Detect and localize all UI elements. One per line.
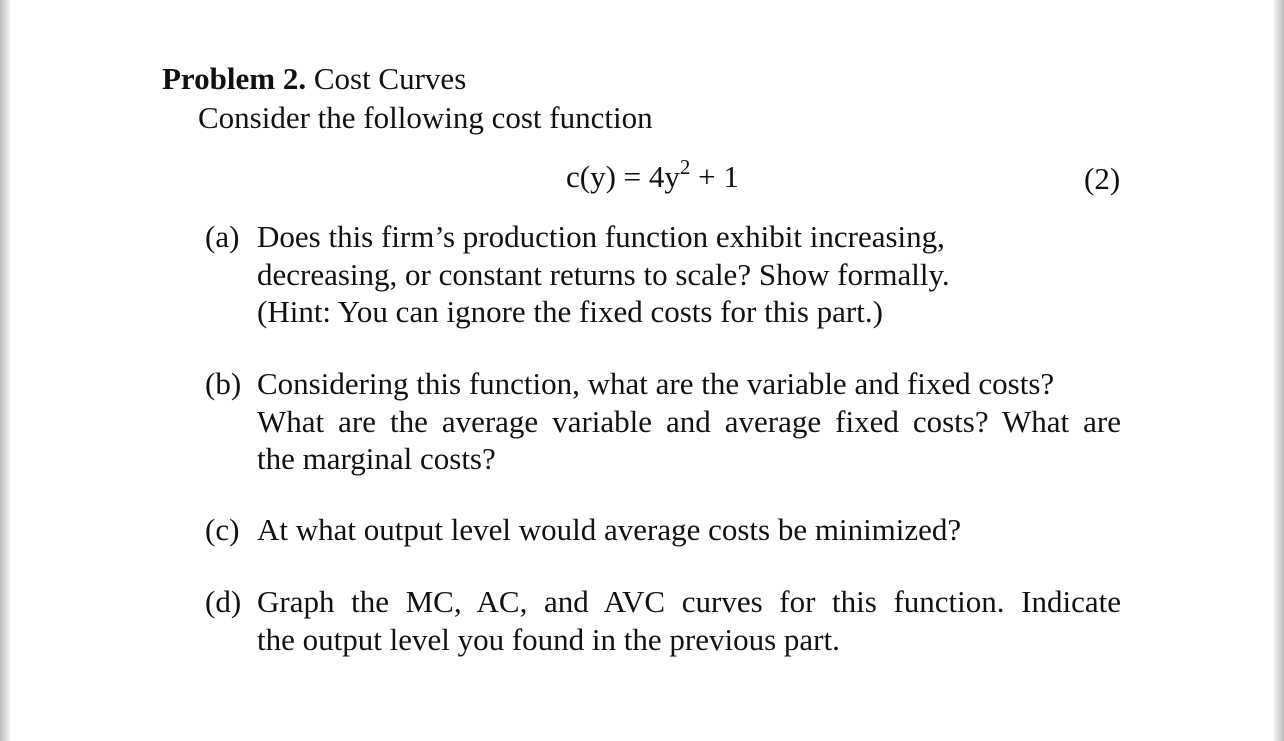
part-a-line-1: Does this firm’s production function exhibit increasing, — [257, 219, 945, 254]
cost-function-equation — [566, 155, 739, 196]
part-d-line-1: Graph the MC, AC, and AVC curves for this function. Indicate — [257, 584, 1121, 619]
problem-number: Problem 2. — [162, 61, 307, 96]
equation-number: (2) — [1084, 161, 1121, 196]
part-a-line-2: decreasing, or constant returns to scale? Show formally. — [257, 256, 950, 292]
part-a-label: (a) — [205, 219, 240, 254]
problem-heading — [162, 60, 466, 98]
equation-rhs: + 1 — [690, 159, 739, 194]
part-d-line-2: the output level you found in the previous part. — [257, 621, 840, 657]
part-c-line-1: At what output level would average costs be minimized? — [257, 512, 962, 547]
equation-exponent: 2 — [679, 155, 691, 179]
right-window-edge — [1274, 0, 1284, 741]
part-a-line-3: (Hint: You can ignore the fixed costs for this part.) — [257, 294, 883, 329]
equation-lhs: c(y) = 4y — [566, 159, 680, 194]
part-b-line-3: the marginal costs? — [257, 441, 496, 476]
problem-intro: Consider the following cost function — [198, 100, 653, 135]
problem-title: Cost Curves — [313, 61, 467, 96]
part-b-label: (b) — [205, 366, 242, 401]
left-window-edge — [0, 0, 10, 741]
part-b-line-2: What are the average variable and average fixed costs? What are — [257, 403, 1121, 439]
part-d-label: (d) — [205, 584, 242, 619]
part-b-line-1: Considering this function, what are the variable and fixed costs? — [257, 366, 1055, 401]
part-c-label: (c) — [205, 512, 240, 547]
